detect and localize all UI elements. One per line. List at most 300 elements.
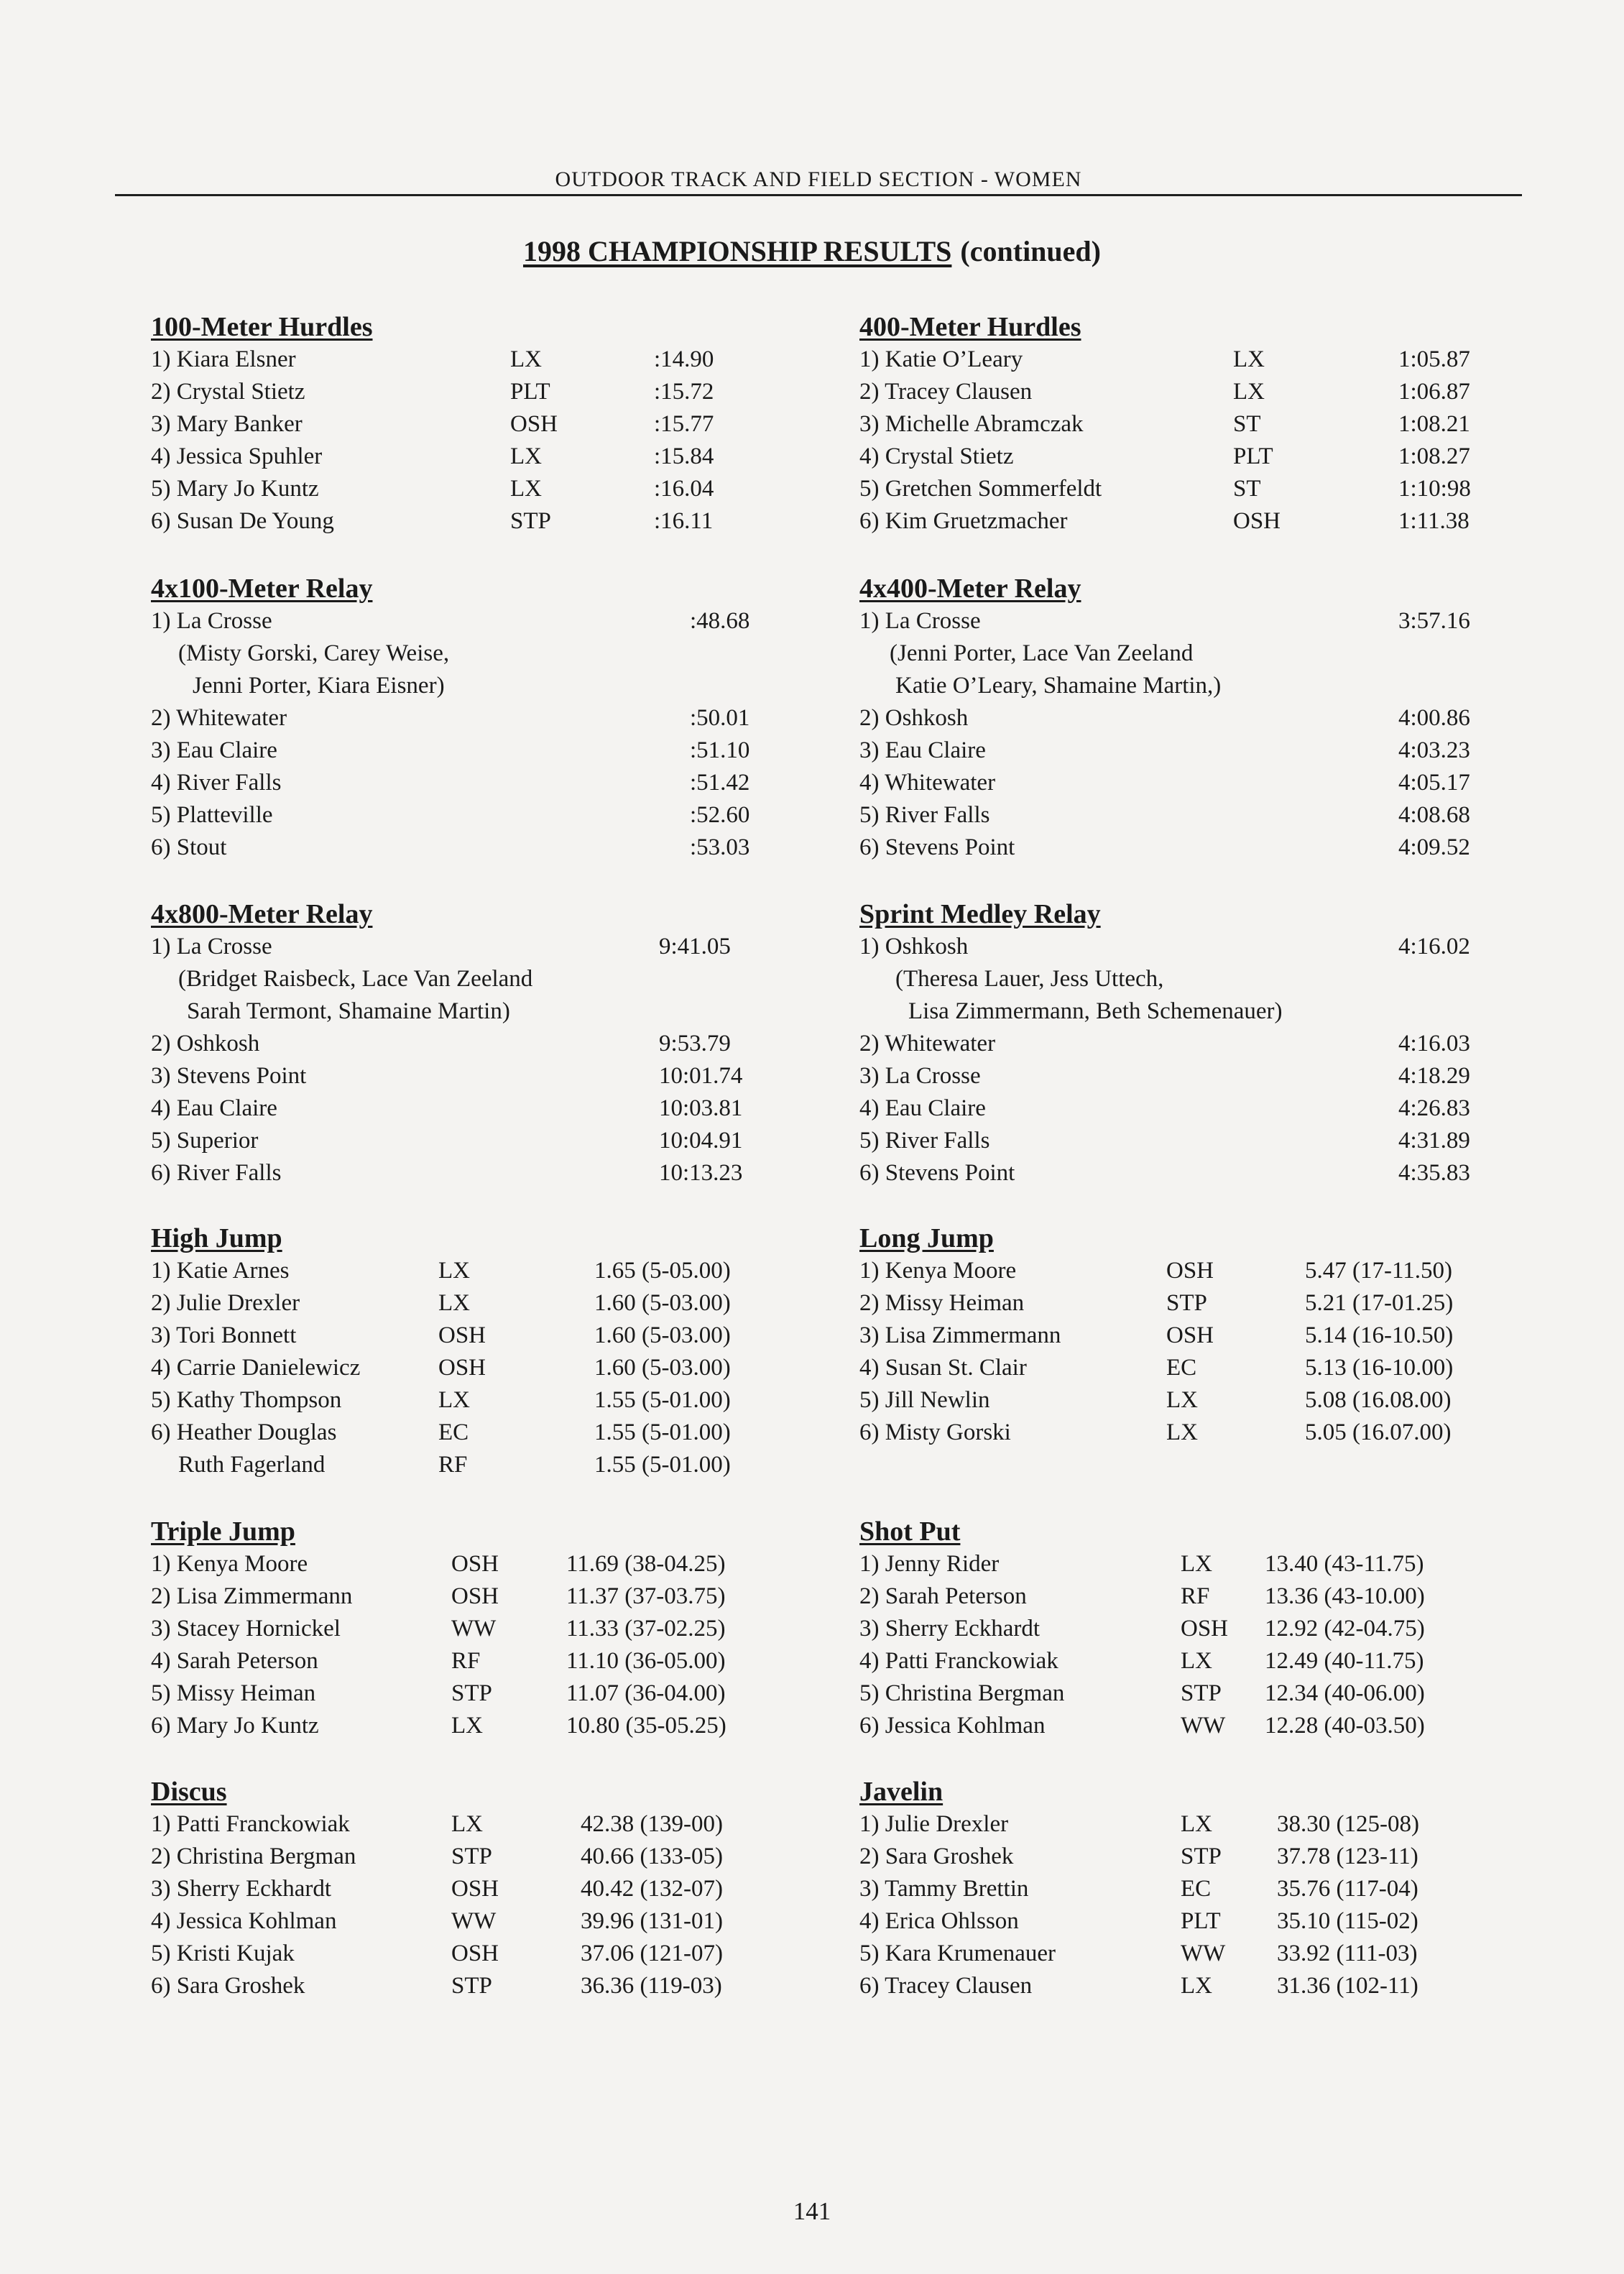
event-shot-put xyxy=(859,1515,1549,1742)
result-mark: 1:05.87 xyxy=(1398,346,1470,372)
result-name: 5) Gretchen Sommerfeldt xyxy=(859,476,1102,502)
result-name: 5) Mary Jo Kuntz xyxy=(151,476,319,502)
result-row xyxy=(859,1060,1549,1092)
result-row xyxy=(859,1970,1549,2002)
event-400m-hurdles xyxy=(859,310,1549,538)
result-mark: 4:03.23 xyxy=(1398,737,1470,763)
result-name: 4) Eau Claire xyxy=(859,1095,986,1121)
result-row xyxy=(859,1645,1549,1677)
result-mark: 35.10 (115-02) xyxy=(1277,1908,1418,1934)
relay-team-members: (Bridget Raisbeck, Lace Van Zeeland xyxy=(178,966,533,992)
result-row xyxy=(859,1808,1549,1841)
result-row xyxy=(151,505,841,538)
result-name: 4) Jessica Spuhler xyxy=(151,443,323,469)
result-name: 6) Mary Jo Kuntz xyxy=(151,1713,319,1739)
result-row xyxy=(859,799,1549,832)
result-row xyxy=(859,1092,1549,1125)
result-row xyxy=(151,1970,841,2002)
result-mark: 5.08 (16.08.00) xyxy=(1305,1387,1452,1413)
result-mark: 4:09.52 xyxy=(1398,834,1470,860)
result-row xyxy=(151,1677,841,1710)
result-mark: 4:08.68 xyxy=(1398,802,1470,828)
relay-team-members: Katie O’Leary, Shamaine Martin,) xyxy=(895,673,1222,699)
result-name: 2) Missy Heiman xyxy=(859,1290,1025,1316)
result-mark: 5.05 (16.07.00) xyxy=(1305,1419,1452,1445)
result-name: 2) Crystal Stietz xyxy=(151,379,305,405)
result-mark: :50.01 xyxy=(690,705,750,731)
result-mark: 4:16.03 xyxy=(1398,1031,1470,1057)
relay-team-members: Lisa Zimmermann, Beth Schemenauer) xyxy=(908,998,1283,1024)
event-sprint-medley-relay xyxy=(859,898,1549,1189)
result-row xyxy=(859,702,1549,735)
relay-team-members: Jenni Porter, Kiara Eisner) xyxy=(193,673,445,699)
result-mark: 11.37 (37-03.75) xyxy=(566,1583,726,1609)
result-row xyxy=(151,1157,841,1189)
page-title-sub: (continued) xyxy=(960,235,1101,267)
result-mark: 1.55 (5-01.00) xyxy=(594,1387,731,1413)
result-mark: 11.33 (37-02.25) xyxy=(566,1616,726,1642)
result-name: 3) Lisa Zimmermann xyxy=(859,1322,1061,1348)
result-name: 4) Carrie Danielewicz xyxy=(151,1355,361,1381)
event-title: Shot Put xyxy=(859,1516,961,1547)
result-name: 6) Susan De Young xyxy=(151,508,334,534)
relay-team-members: Sarah Termont, Shamaine Martin) xyxy=(187,998,510,1024)
result-mark: :48.68 xyxy=(690,608,750,634)
result-name: 2) Tracey Clausen xyxy=(859,379,1033,405)
result-row xyxy=(859,1384,1549,1417)
result-name: 3) La Crosse xyxy=(859,1063,981,1089)
result-mark: 10:03.81 xyxy=(659,1095,743,1121)
result-mark: :53.03 xyxy=(690,834,750,860)
result-mark: 12.92 (42-04.75) xyxy=(1265,1616,1425,1642)
event-title: 4x800-Meter Relay xyxy=(151,899,373,929)
result-mark: 4:35.83 xyxy=(1398,1160,1470,1186)
result-mark: :51.10 xyxy=(690,737,750,763)
result-row xyxy=(859,441,1549,473)
section-header: OUTDOOR TRACK AND FIELD SECTION - WOMEN xyxy=(555,167,1082,191)
event-high-jump xyxy=(151,1222,841,1481)
result-name: 6) Sara Groshek xyxy=(151,1973,305,1999)
result-row xyxy=(151,605,841,637)
result-team: LX xyxy=(1181,1973,1212,1999)
result-row xyxy=(859,605,1549,637)
result-row xyxy=(151,1710,841,1742)
result-name: 1) La Crosse xyxy=(151,608,272,634)
result-name: 6) Tracey Clausen xyxy=(859,1973,1033,1999)
result-name: 4) Crystal Stietz xyxy=(859,443,1014,469)
result-row xyxy=(151,1808,841,1841)
result-row xyxy=(151,1352,841,1384)
result-row xyxy=(151,1645,841,1677)
event-4x800m-relay xyxy=(151,898,841,1189)
result-mark: :16.11 xyxy=(654,508,714,534)
result-mark: 4:31.89 xyxy=(1398,1128,1470,1154)
result-row xyxy=(151,1320,841,1352)
result-row xyxy=(151,1548,841,1580)
result-mark: :14.90 xyxy=(654,346,714,372)
result-mark: 11.07 (36-04.00) xyxy=(566,1680,726,1706)
result-team: OSH xyxy=(451,1551,499,1577)
result-team: LX xyxy=(1181,1811,1212,1837)
result-mark: 39.96 (131-01) xyxy=(581,1908,723,1934)
result-row xyxy=(151,1613,841,1645)
result-team: LX xyxy=(510,346,542,372)
event-title: 4x400-Meter Relay xyxy=(859,574,1081,604)
header-rule xyxy=(115,194,1522,196)
result-mark: 40.66 (133-05) xyxy=(581,1843,723,1869)
result-team: PLT xyxy=(1181,1908,1221,1934)
result-team: OSH xyxy=(1166,1322,1214,1348)
event-triple-jump xyxy=(151,1515,841,1742)
result-name: 3) Eau Claire xyxy=(859,737,986,763)
result-team: PLT xyxy=(510,379,550,405)
result-name: 5) River Falls xyxy=(859,1128,990,1154)
result-mark: 1.55 (5-01.00) xyxy=(594,1419,731,1445)
result-name: 6) Stevens Point xyxy=(859,1160,1015,1186)
event-title: 100-Meter Hurdles xyxy=(151,312,373,342)
result-name: 1) Oshkosh xyxy=(859,934,969,959)
result-name: 4) Susan St. Clair xyxy=(859,1355,1027,1381)
result-team: STP xyxy=(1166,1290,1207,1316)
result-mark: 4:16.02 xyxy=(1398,934,1470,959)
relay-team-members: (Jenni Porter, Lace Van Zeeland xyxy=(890,640,1194,666)
result-team: OSH xyxy=(1233,508,1281,534)
result-mark: 5.21 (17-01.25) xyxy=(1305,1290,1454,1316)
result-row xyxy=(859,1580,1549,1613)
result-name: 6) River Falls xyxy=(151,1160,282,1186)
result-team: ST xyxy=(1233,476,1261,502)
result-name: 6) Stout xyxy=(151,834,227,860)
result-team: LX xyxy=(438,1387,470,1413)
result-team: RF xyxy=(1181,1583,1210,1609)
result-mark: 37.06 (121-07) xyxy=(581,1941,723,1966)
result-mark: 4:05.17 xyxy=(1398,770,1470,796)
result-name: 1) Julie Drexler xyxy=(859,1811,1009,1837)
result-row xyxy=(151,441,841,473)
result-name: 2) Lisa Zimmermann xyxy=(151,1583,353,1609)
result-team: OSH xyxy=(438,1355,486,1381)
result-row xyxy=(151,832,841,864)
result-mark: 9:41.05 xyxy=(659,934,731,959)
result-team: OSH xyxy=(510,411,558,437)
result-row xyxy=(859,344,1549,376)
result-name: 6) Misty Gorski xyxy=(859,1419,1011,1445)
result-mark: 1.65 (5-05.00) xyxy=(594,1258,731,1284)
relay-team-members: (Theresa Lauer, Jess Uttech, xyxy=(895,966,1164,992)
result-team: OSH xyxy=(1181,1616,1229,1642)
result-team: LX xyxy=(1233,346,1265,372)
result-row xyxy=(151,1384,841,1417)
result-name: 6) Heather Douglas xyxy=(151,1419,337,1445)
result-row xyxy=(151,1417,841,1449)
event-discus xyxy=(151,1775,841,2002)
result-team: WW xyxy=(1181,1941,1226,1966)
result-name: 3) Tammy Brettin xyxy=(859,1876,1029,1902)
result-mark: 5.14 (16-10.50) xyxy=(1305,1322,1454,1348)
result-name: 3) Stevens Point xyxy=(151,1063,307,1089)
result-team: RF xyxy=(451,1648,481,1674)
result-row xyxy=(859,1677,1549,1710)
result-name: 5) Platteville xyxy=(151,802,273,828)
result-row xyxy=(859,767,1549,799)
result-team: STP xyxy=(1181,1843,1222,1869)
result-name: 3) Michelle Abramczak xyxy=(859,411,1084,437)
result-team: LX xyxy=(1181,1551,1212,1577)
result-row xyxy=(151,1449,841,1481)
result-row xyxy=(151,1841,841,1873)
result-team: OSH xyxy=(451,1876,499,1902)
result-mark: :15.84 xyxy=(654,443,714,469)
result-mark: 5.13 (16-10.00) xyxy=(1305,1355,1454,1381)
result-row xyxy=(151,1938,841,1970)
event-title: Javelin xyxy=(859,1777,944,1807)
result-name: 4) Jessica Kohlman xyxy=(151,1908,337,1934)
result-mark: :15.77 xyxy=(654,411,714,437)
result-row xyxy=(859,1417,1549,1449)
event-4x100m-relay xyxy=(151,572,841,864)
result-name: 2) Whitewater xyxy=(151,705,287,731)
result-name: 1) Katie Arnes xyxy=(151,1258,290,1284)
event-javelin xyxy=(859,1775,1549,2002)
event-long-jump xyxy=(859,1222,1549,1449)
result-name: 2) Sarah Peterson xyxy=(859,1583,1027,1609)
result-mark: 3:57.16 xyxy=(1398,608,1470,634)
result-team: OSH xyxy=(451,1583,499,1609)
result-row xyxy=(151,1092,841,1125)
result-team: ST xyxy=(1233,411,1261,437)
result-mark: 42.38 (139-00) xyxy=(581,1811,723,1837)
result-mark: 10:13.23 xyxy=(659,1160,743,1186)
result-team: LX xyxy=(1166,1387,1198,1413)
result-name: 6) Jessica Kohlman xyxy=(859,1713,1046,1739)
event-title: 400-Meter Hurdles xyxy=(859,312,1081,342)
result-name: 3) Eau Claire xyxy=(151,737,277,763)
result-name: 5) Kristi Kujak xyxy=(151,1941,295,1966)
result-team: WW xyxy=(451,1616,497,1642)
result-team: STP xyxy=(1181,1680,1222,1706)
result-team: STP xyxy=(451,1680,492,1706)
result-name: 3) Mary Banker xyxy=(151,411,303,437)
result-mark: 33.92 (111-03) xyxy=(1277,1941,1418,1966)
result-name: 1) Jenny Rider xyxy=(859,1551,1000,1577)
result-row xyxy=(151,1873,841,1905)
result-mark: :15.72 xyxy=(654,379,714,405)
result-row xyxy=(151,799,841,832)
result-row xyxy=(859,1028,1549,1060)
result-mark: 12.34 (40-06.00) xyxy=(1265,1680,1425,1706)
event-title: Long Jump xyxy=(859,1223,994,1253)
result-name: 2) Oshkosh xyxy=(859,705,969,731)
result-team: PLT xyxy=(1233,443,1273,469)
event-4x400m-relay xyxy=(859,572,1549,864)
result-team: LX xyxy=(510,476,542,502)
result-team: LX xyxy=(510,443,542,469)
result-row xyxy=(859,1710,1549,1742)
result-name: 2) Julie Drexler xyxy=(151,1290,300,1316)
result-name: 1) La Crosse xyxy=(151,934,272,959)
result-row xyxy=(151,931,841,963)
result-name: 5) Jill Newlin xyxy=(859,1387,990,1413)
result-mark: 1:10:98 xyxy=(1398,476,1471,502)
result-row xyxy=(859,1352,1549,1384)
result-mark: 36.36 (119-03) xyxy=(581,1973,722,1999)
result-row xyxy=(151,767,841,799)
result-row xyxy=(859,1905,1549,1938)
result-mark: 38.30 (125-08) xyxy=(1277,1811,1419,1837)
result-name: 5) Missy Heiman xyxy=(151,1680,316,1706)
result-team: LX xyxy=(438,1258,470,1284)
result-row xyxy=(151,376,841,408)
result-mark: 1:11.38 xyxy=(1398,508,1470,534)
result-mark: 31.36 (102-11) xyxy=(1277,1973,1418,1999)
result-row xyxy=(859,1125,1549,1157)
result-team: LX xyxy=(1233,379,1265,405)
result-mark: 4:26.83 xyxy=(1398,1095,1470,1121)
result-name: 5) River Falls xyxy=(859,802,990,828)
result-name: 4) Whitewater xyxy=(859,770,996,796)
result-team: LX xyxy=(438,1290,470,1316)
result-mark: 1.60 (5-03.00) xyxy=(594,1290,731,1316)
result-row xyxy=(151,473,841,505)
result-row xyxy=(151,1125,841,1157)
result-name: 3) Tori Bonnett xyxy=(151,1322,297,1348)
result-name: 1) Kenya Moore xyxy=(859,1258,1017,1284)
result-mark: 10:04.91 xyxy=(659,1128,743,1154)
result-mark: 10.80 (35-05.25) xyxy=(566,1713,726,1739)
event-title: Discus xyxy=(151,1777,227,1807)
result-row xyxy=(859,408,1549,441)
result-mark: 4:18.29 xyxy=(1398,1063,1470,1089)
relay-team-members: (Misty Gorski, Carey Weise, xyxy=(178,640,450,666)
result-row xyxy=(859,1320,1549,1352)
result-mark: 1:08.21 xyxy=(1398,411,1470,437)
result-row xyxy=(151,702,841,735)
result-mark: 4:00.86 xyxy=(1398,705,1470,731)
page-number: 141 xyxy=(793,2197,831,2225)
result-mark: 1.55 (5-01.00) xyxy=(594,1452,731,1478)
result-row xyxy=(151,735,841,767)
result-row xyxy=(859,1548,1549,1580)
result-mark: 11.10 (36-05.00) xyxy=(566,1648,726,1674)
result-mark: 9:53.79 xyxy=(659,1031,731,1057)
result-row xyxy=(151,1060,841,1092)
result-team: WW xyxy=(1181,1713,1226,1739)
result-name: 2) Sara Groshek xyxy=(859,1843,1014,1869)
result-name: 2) Christina Bergman xyxy=(151,1843,356,1869)
result-mark: 1.60 (5-03.00) xyxy=(594,1355,731,1381)
result-row xyxy=(859,735,1549,767)
result-team: STP xyxy=(510,508,551,534)
result-team: RF xyxy=(438,1452,468,1478)
result-mark: 5.47 (17-11.50) xyxy=(1305,1258,1452,1284)
result-mark: :16.04 xyxy=(654,476,714,502)
result-name: 5) Superior xyxy=(151,1128,259,1154)
result-name: 1) Katie O’Leary xyxy=(859,346,1023,372)
result-row xyxy=(859,505,1549,538)
result-row xyxy=(859,1287,1549,1320)
result-mark: 13.36 (43-10.00) xyxy=(1265,1583,1425,1609)
result-team: OSH xyxy=(438,1322,486,1348)
result-name: Ruth Fagerland xyxy=(178,1452,326,1478)
result-name: 4) Sarah Peterson xyxy=(151,1648,318,1674)
result-mark: 11.69 (38-04.25) xyxy=(566,1551,726,1577)
result-name: 2) Oshkosh xyxy=(151,1031,260,1057)
result-team: LX xyxy=(451,1713,483,1739)
result-team: STP xyxy=(451,1843,492,1869)
result-row xyxy=(859,931,1549,963)
event-title: Sprint Medley Relay xyxy=(859,899,1101,929)
result-mark: 10:01.74 xyxy=(659,1063,743,1089)
result-name: 1) Kiara Elsner xyxy=(151,346,296,372)
event-title: Triple Jump xyxy=(151,1516,295,1547)
result-row xyxy=(151,1287,841,1320)
result-name: 1) Patti Franckowiak xyxy=(151,1811,350,1837)
result-team: LX xyxy=(451,1811,483,1837)
result-name: 2) Whitewater xyxy=(859,1031,996,1057)
result-row xyxy=(859,376,1549,408)
result-name: 5) Kathy Thompson xyxy=(151,1387,342,1413)
result-mark: 12.49 (40-11.75) xyxy=(1265,1648,1424,1674)
result-name: 3) Stacey Hornickel xyxy=(151,1616,341,1642)
event-title: 4x100-Meter Relay xyxy=(151,574,373,604)
result-name: 4) Patti Franckowiak xyxy=(859,1648,1058,1674)
result-team: WW xyxy=(451,1908,497,1934)
event-title: High Jump xyxy=(151,1223,282,1253)
result-name: 4) River Falls xyxy=(151,770,282,796)
result-row xyxy=(859,1873,1549,1905)
result-name: 6) Stevens Point xyxy=(859,834,1015,860)
result-row xyxy=(859,1157,1549,1189)
result-mark: 13.40 (43-11.75) xyxy=(1265,1551,1424,1577)
result-name: 1) La Crosse xyxy=(859,608,981,634)
result-row xyxy=(151,1028,841,1060)
result-row xyxy=(151,1580,841,1613)
result-name: 4) Eau Claire xyxy=(151,1095,277,1121)
result-name: 3) Sherry Eckhardt xyxy=(151,1876,332,1902)
result-row xyxy=(151,408,841,441)
result-row xyxy=(859,1938,1549,1970)
result-name: 6) Kim Gruetzmacher xyxy=(859,508,1068,534)
result-team: OSH xyxy=(1166,1258,1214,1284)
result-row xyxy=(859,832,1549,864)
result-name: 4) Erica Ohlsson xyxy=(859,1908,1019,1934)
result-name: 1) Kenya Moore xyxy=(151,1551,308,1577)
result-row xyxy=(151,344,841,376)
result-row xyxy=(859,1613,1549,1645)
result-row xyxy=(859,1255,1549,1287)
result-row xyxy=(859,473,1549,505)
result-mark: 1:06.87 xyxy=(1398,379,1470,405)
result-mark: 35.76 (117-04) xyxy=(1277,1876,1418,1902)
result-mark: 1.60 (5-03.00) xyxy=(594,1322,731,1348)
result-mark: :52.60 xyxy=(690,802,750,828)
result-team: STP xyxy=(451,1973,492,1999)
result-mark: 40.42 (132-07) xyxy=(581,1876,723,1902)
event-100m-hurdles xyxy=(151,310,841,538)
page-title-main: 1998 CHAMPIONSHIP RESULTS xyxy=(522,235,952,267)
result-team: EC xyxy=(1166,1355,1197,1381)
result-name: 5) Kara Krumenauer xyxy=(859,1941,1056,1966)
result-row xyxy=(859,1841,1549,1873)
result-team: LX xyxy=(1181,1648,1212,1674)
page-title xyxy=(0,234,1624,268)
result-mark: :51.42 xyxy=(690,770,750,796)
result-team: EC xyxy=(438,1419,469,1445)
result-mark: 1:08.27 xyxy=(1398,443,1470,469)
result-team: LX xyxy=(1166,1419,1198,1445)
result-row xyxy=(151,1255,841,1287)
result-team: OSH xyxy=(451,1941,499,1966)
